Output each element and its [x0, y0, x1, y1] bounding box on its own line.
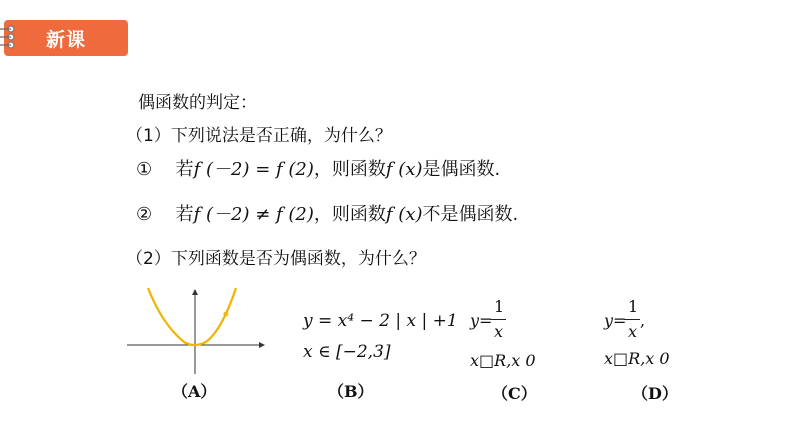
- item-number: ①: [136, 159, 153, 180]
- binder-rings-icon: [0, 24, 16, 50]
- statement-1: [136, 155, 500, 181]
- math-expression: f (－2) = f (2): [193, 159, 314, 180]
- question-2: （2）下列函数是否为偶函数，为什么？: [126, 249, 426, 269]
- option-b-domain: x ∈ [−2,3]: [303, 342, 391, 362]
- option-d-condition: x□R,x 0: [604, 349, 670, 368]
- option-b-formula: y = x⁴ − 2 | x | +1: [303, 311, 458, 331]
- math-fx: f (x): [385, 204, 423, 225]
- fraction-bar: [624, 319, 640, 320]
- item-number: ②: [136, 204, 153, 225]
- parabola-curve: [148, 288, 236, 345]
- option-c-numerator: 1: [494, 297, 505, 316]
- statement-2: [136, 200, 518, 226]
- question-1: （1）下列说法是否正确，为什么？: [126, 126, 392, 146]
- statement-suffix: 不是偶函数.: [422, 204, 519, 225]
- page-title: 偶函数的判定：: [138, 93, 257, 113]
- math-fx: f (x): [385, 159, 423, 180]
- option-a-label: （A）: [172, 382, 217, 401]
- math-expression: f (－2) ≠ f (2): [193, 204, 314, 225]
- option-d-comma: ,: [640, 311, 646, 330]
- option-d-label: （D）: [632, 384, 678, 403]
- statement-prefix: 若: [175, 159, 194, 180]
- statement-prefix: 若: [175, 204, 194, 225]
- statement-middle: ，则函数: [313, 204, 386, 225]
- option-b-label: （B）: [328, 382, 374, 401]
- section-badge: [4, 20, 128, 56]
- option-c-condition: x□R,x 0: [470, 351, 536, 370]
- option-a-graph: [122, 284, 272, 376]
- option-c-y: y=: [470, 311, 493, 330]
- statement-suffix: 是偶函数.: [422, 159, 501, 180]
- option-d-denominator: x: [628, 322, 638, 341]
- option-c-denominator: x: [494, 322, 504, 341]
- fraction-bar: [490, 319, 506, 320]
- statement-middle: ，则函数: [313, 159, 386, 180]
- badge-label: 新课: [45, 28, 86, 51]
- option-d-numerator: 1: [628, 297, 639, 316]
- option-c-label: （C）: [492, 384, 537, 403]
- option-d-y: y=: [604, 311, 627, 330]
